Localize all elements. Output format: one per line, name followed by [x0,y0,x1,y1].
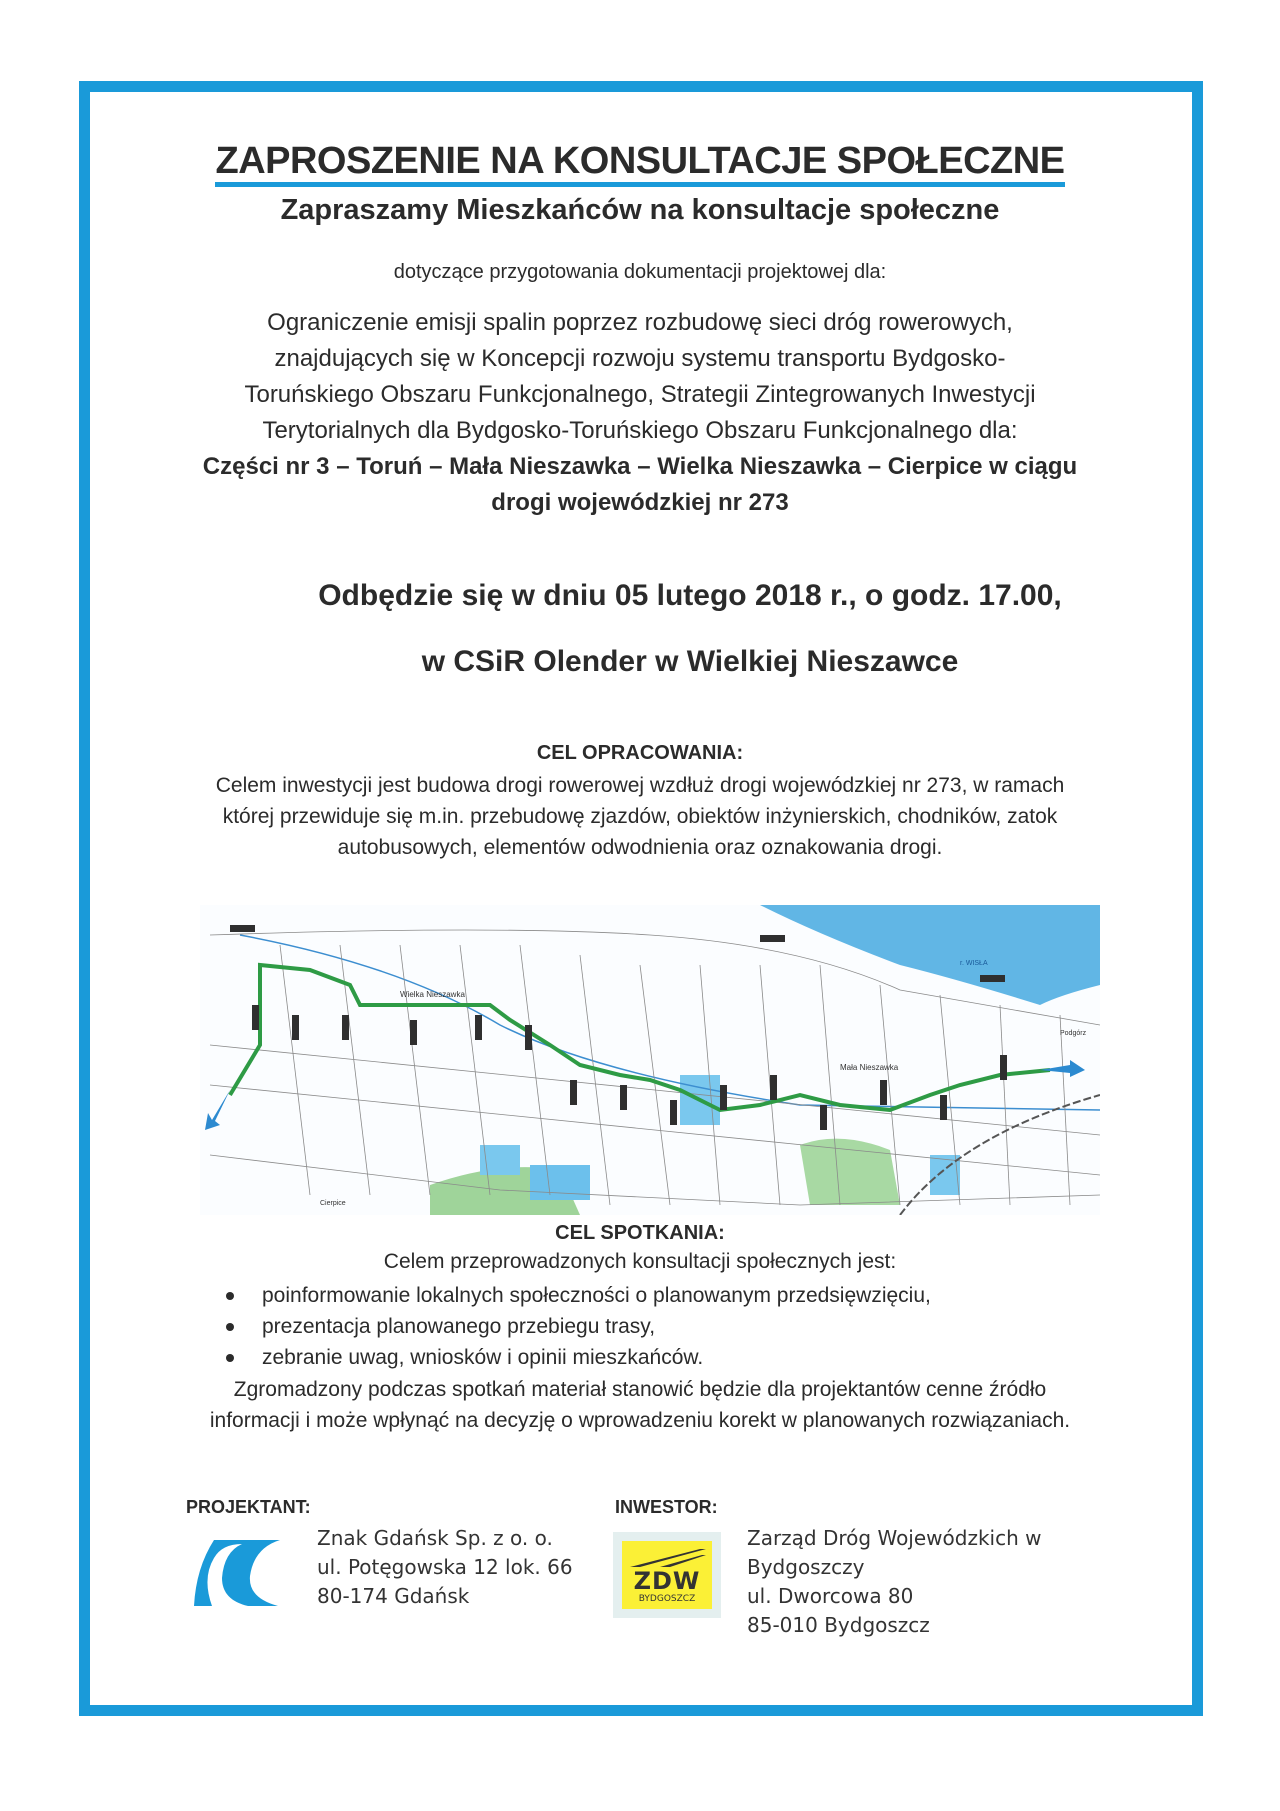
page-subtitle: Zapraszamy Mieszkańców na konsultacje społeczne [280,194,1000,226]
map-marker [670,1100,677,1125]
map-marker [292,1015,299,1040]
water-area [530,1165,590,1200]
project-section-line: drogi wojewódzkiej nr 273 [491,489,789,516]
zdw-logo-subtext: BYDGOSZCZ [638,1594,696,1604]
list-item-text: prezentacja planowanego przebiegu trasy, [262,1315,656,1338]
closing-line: Zgromadzony podczas spotkań materiał stanowić będzie dla projektantów cenne źródło [233,1378,1047,1401]
map-marker [570,1080,577,1105]
meeting-heading: CEL SPOTKANIA: [555,1222,725,1244]
closing-line: informacji i może wpłynąć na decyzję o wprowadzeniu korekt w planowanych rozwiązaniach. [209,1409,1071,1432]
map-label-wielka-nieszawka: Wielka Nieszawka [400,990,465,999]
goal-line: Celem inwestycji jest budowa drogi rowerowej wzdłuż drogi wojewódzkiej nr 273, w ramach [215,774,1065,797]
bullet-icon [226,1292,234,1300]
list-item-text: zebranie uwag, wniosków i opinii mieszkańców. [262,1346,704,1369]
route-map [200,905,1100,1215]
bullet-icon [226,1354,234,1362]
map-marker [760,935,785,942]
event-date: Odbędzie się w dniu 05 lutego 2018 r., o godz. 17.00, [318,579,1062,612]
intro-text: dotyczące przygotowania dokumentacji projektowej dla: [393,261,887,283]
meeting-goals-list [222,1280,931,1373]
map-marker [880,1080,887,1105]
map-marker [620,1085,627,1110]
project-line: Terytorialnych dla Bydgosko-Toruńskiego Obszaru Funkcjonalnego dla: [262,417,1018,444]
road-logo-icon [630,1547,706,1567]
goal-line: autobusowych, elementów odwodnienia oraz oznakowania drogi. [337,836,943,859]
list-item-text: poinformowanie lokalnych społeczności o planowanym przedsięwzięciu, [262,1284,931,1307]
goal-heading: CEL OPRACOWANIA: [536,742,744,764]
meeting-intro: Celem przeprowadzonych konsultacji społecznych jest: [383,1250,897,1273]
map-marker [980,975,1005,982]
project-line: znajdujących się w Koncepcji rozwoju systemu transportu Bydgosko- [274,345,1006,372]
map-label-wisla: r. WISŁA [960,960,988,967]
investor-address [747,1524,1041,1640]
map-label-podgorz: Podgórz [1060,1030,1087,1037]
list-item [222,1311,931,1342]
zdw-logo-text: ZDW [633,1567,701,1595]
list-item [222,1280,931,1311]
map-marker [770,1075,777,1100]
zdw-logo [613,1532,721,1618]
project-line: Ograniczenie emisji spalin poprzez rozbudowę sieci dróg rowerowych, [267,309,1013,336]
project-description [0,305,1280,521]
map-marker [342,1015,349,1040]
designer-line: 80-174 Gdańsk [317,1584,470,1608]
map-marker [475,1015,482,1040]
map-marker [1000,1055,1007,1080]
znak-logo-icon [192,1538,284,1608]
page-title-text: ZAPROSZENIE NA KONSULTACJE SPOŁECZNE [215,140,1064,187]
designer-line: Znak Gdańsk Sp. z o. o. [317,1526,553,1550]
goal-text [0,770,1280,863]
investor-line: ul. Dworcowa 80 [747,1584,914,1608]
bullet-icon [226,1323,234,1331]
page-title [0,140,1280,183]
event-place: w CSiR Olender w Wielkiej Nieszawce [421,645,959,678]
map-marker [525,1025,532,1050]
list-item [222,1342,931,1373]
map-marker [940,1095,947,1120]
map-marker [820,1105,827,1130]
map-marker [252,1005,259,1030]
investor-line: Bydgoszczy [747,1555,865,1579]
designer-label: PROJEKTANT: [186,1497,311,1517]
project-line: Toruńskiego Obszaru Funkcjonalnego, Strategii Zintegrowanych Inwestycji [244,381,1036,408]
investor-label: INWESTOR: [615,1497,718,1517]
forest-area [800,1139,900,1205]
closing-text [0,1374,1280,1436]
map-marker [410,1020,417,1045]
map-marker [720,1085,727,1110]
designer-line: ul. Potęgowska 12 lok. 66 [317,1555,573,1579]
project-section-line: Części nr 3 – Toruń – Mała Nieszawka – Wielka Nieszawka – Cierpice w ciągu [202,453,1078,480]
map-label-cierpice: Cierpice [320,1200,346,1207]
goal-line: której przewiduje się m.in. przebudowę zjazdów, obiektów inżynierskich, chodników, zatok [222,805,1058,828]
designer-address [317,1524,573,1611]
map-label-mala-nieszawka: Mała Nieszawka [840,1063,899,1072]
investor-line: Zarząd Dróg Wojewódzkich w [747,1526,1042,1550]
investor-line: 85-010 Bydgoszcz [747,1613,930,1637]
map-marker [230,925,255,932]
